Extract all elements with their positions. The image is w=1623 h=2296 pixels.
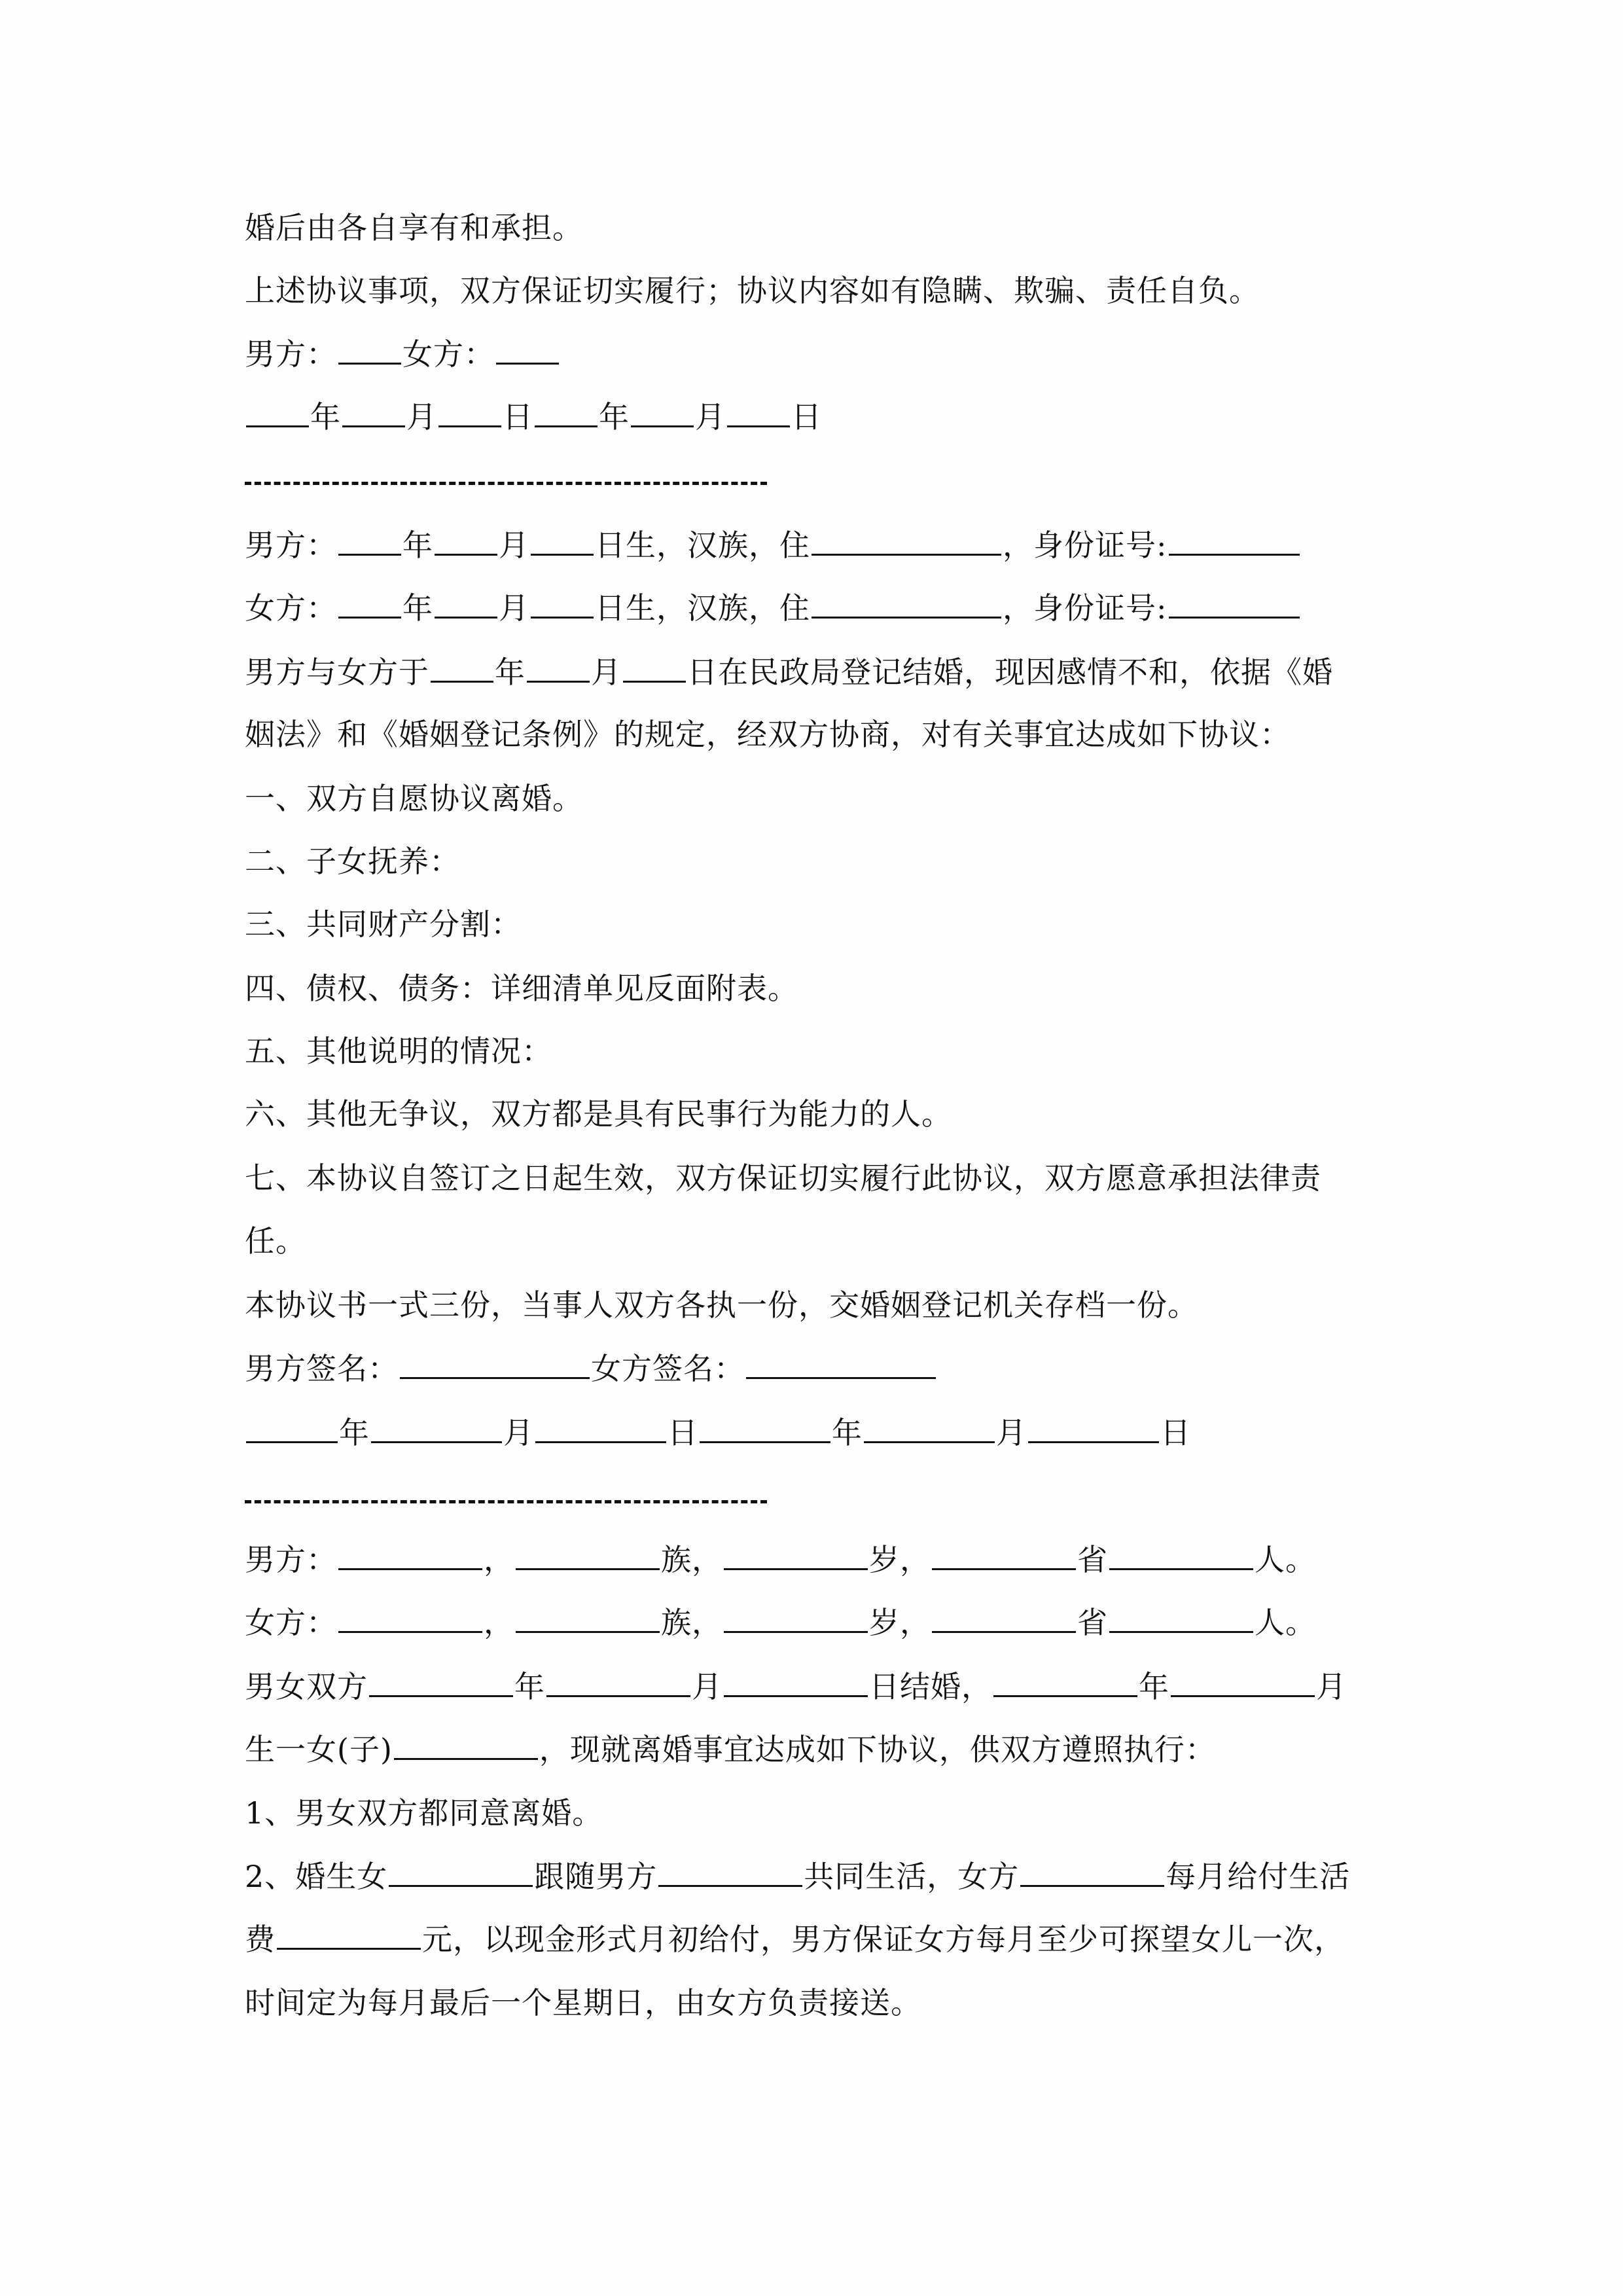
agreement-item: 1、男女双方都同意离婚。 — [245, 1795, 603, 1831]
year-label: 年 — [402, 528, 433, 563]
day-label: 日 — [668, 1415, 698, 1450]
person-label: 人。 — [1255, 1605, 1316, 1640]
signature-line-short — [245, 334, 560, 374]
blank-field[interactable] — [246, 1412, 338, 1443]
label-male: 男方： — [245, 528, 337, 563]
blank-field[interactable] — [864, 1412, 995, 1443]
blank-field[interactable] — [342, 397, 405, 427]
text: 日在民政局登记结婚，现因感情不和，依据《婚 — [687, 655, 1333, 690]
born-label: 日生，汉族，住 — [595, 528, 810, 563]
person-label: 人。 — [1255, 1542, 1316, 1577]
female-signature-label: 女方签名： — [591, 1351, 745, 1386]
agreement-item-cont — [245, 1919, 1345, 1959]
agreement-item: 四、债权、债务：详细清单见反面附表。 — [245, 971, 798, 1006]
text: 男方与女方于 — [245, 655, 429, 690]
blank-field[interactable] — [531, 588, 594, 619]
agreement-item: 二、子女抚养： — [245, 844, 460, 879]
blank-field[interactable] — [527, 652, 590, 683]
label-male: 男方： — [245, 336, 337, 372]
month-label: 月 — [499, 590, 529, 626]
agreement-item: 一、双方自愿协议离婚。 — [245, 781, 583, 816]
agreement-item-cont: 任。 — [245, 1223, 306, 1259]
age-label: 岁， — [869, 1605, 931, 1640]
female-details-line — [245, 1602, 1316, 1642]
child-line — [245, 1729, 1216, 1769]
married-line — [245, 1666, 1347, 1706]
year-label: 年 — [1139, 1669, 1169, 1704]
text-line: 本协议书一式三份，当事人双方各执一份，交婚姻登记机关存档一份。 — [245, 1287, 1198, 1323]
address-field[interactable] — [812, 525, 1001, 556]
day-label: 日 — [503, 399, 533, 435]
month-label: 月 — [503, 1415, 534, 1450]
male-signature-field[interactable] — [400, 1348, 590, 1379]
id-label: ，身份证号: — [1003, 590, 1168, 626]
female-info-line — [245, 588, 1301, 628]
text-line: 上述协议事项，双方保证切实履行；协议内容如有隐瞒、欺骗、责任自负。 — [245, 273, 1260, 308]
month-label: 月 — [499, 528, 529, 563]
agreement-item: 七、本协议自签订之日起生效，双方保证切实履行此协议，双方愿意承担法律责 — [245, 1160, 1321, 1196]
ethnic-label: 族， — [661, 1605, 722, 1640]
text: 每月给付生活 — [1166, 1859, 1351, 1894]
date-line — [245, 1412, 1191, 1452]
blank-field[interactable] — [431, 652, 493, 683]
blank-field[interactable] — [1171, 1666, 1315, 1697]
comma: ， — [484, 1605, 514, 1640]
year-label: 年 — [832, 1415, 863, 1450]
province-field[interactable] — [932, 1602, 1076, 1633]
blank-field[interactable] — [246, 397, 309, 427]
amount-field[interactable] — [277, 1919, 421, 1950]
province-field[interactable] — [932, 1539, 1076, 1570]
text-line: 姻法》和《婚姻登记条例》的规定，经双方协商，对有关事宜达成如下协议： — [245, 717, 1291, 752]
text: 2、婚生女 — [245, 1859, 388, 1894]
blank-field[interactable] — [371, 1412, 502, 1443]
year-label: 年 — [310, 399, 341, 435]
blank-field[interactable] — [658, 1856, 802, 1887]
blank-field[interactable] — [1020, 1856, 1164, 1887]
year-label: 年 — [514, 1669, 545, 1704]
age-field[interactable] — [724, 1539, 868, 1570]
agreement-item-cont: 时间定为每月最后一个星期日，由女方负责接送。 — [245, 1985, 921, 2020]
name-field[interactable] — [338, 1602, 482, 1633]
male-info-line — [245, 525, 1301, 565]
blank-field[interactable] — [338, 588, 401, 619]
marriage-registration-line — [245, 652, 1333, 692]
year-label: 年 — [599, 399, 630, 435]
comma: ， — [484, 1542, 514, 1577]
ethnic-label: 族， — [661, 1542, 722, 1577]
blank-field[interactable] — [724, 1666, 868, 1697]
text: 男女双方 — [245, 1669, 368, 1704]
blank-field[interactable] — [435, 525, 497, 556]
female-signature-field[interactable] — [746, 1348, 936, 1379]
agreement-item: 六、其他无争议，双方都是具有民事行为能力的人。 — [245, 1096, 952, 1132]
blank-field[interactable] — [623, 652, 686, 683]
blank-field[interactable] — [394, 1729, 538, 1760]
text-line: 婚后由各自享有和承担。 — [245, 210, 583, 245]
section-divider — [245, 482, 767, 485]
label-female: 女方： — [245, 590, 337, 626]
id-field[interactable] — [1169, 525, 1300, 556]
blank-field[interactable] — [1028, 1412, 1159, 1443]
id-field[interactable] — [1169, 588, 1300, 619]
blank-field[interactable] — [435, 588, 497, 619]
month-label: 月 — [1316, 1669, 1347, 1704]
blank-field[interactable] — [535, 1412, 666, 1443]
born-label: 日生，汉族，住 — [595, 590, 810, 626]
text: 生一女(子) — [245, 1732, 393, 1767]
province-label: 省 — [1077, 1605, 1108, 1640]
text: 跟随男方 — [534, 1859, 658, 1894]
blank-field[interactable] — [727, 397, 790, 427]
male-signature-label: 男方签名： — [245, 1351, 399, 1386]
blank-field[interactable] — [369, 1666, 513, 1697]
agreement-item: 五、其他说明的情况： — [245, 1033, 552, 1069]
age-label: 岁， — [869, 1542, 931, 1577]
ethnicity-field[interactable] — [516, 1539, 660, 1570]
age-field[interactable] — [724, 1602, 868, 1633]
month-label: 月 — [406, 399, 437, 435]
year-label: 年 — [402, 590, 433, 626]
month-label: 月 — [695, 399, 726, 435]
day-label: 日 — [1160, 1415, 1191, 1450]
blank-field[interactable] — [338, 334, 401, 365]
blank-field[interactable] — [389, 1856, 533, 1887]
blank-field[interactable] — [535, 397, 597, 427]
address-field[interactable] — [812, 588, 1001, 619]
text: 费 — [245, 1922, 276, 1957]
text: 共同生活，女方 — [804, 1859, 1020, 1894]
month-label: 月 — [692, 1669, 722, 1704]
section-divider — [245, 1500, 767, 1503]
signature-line — [245, 1348, 937, 1388]
label-male: 男方： — [245, 1542, 337, 1577]
id-label: ，身份证号: — [1003, 528, 1168, 563]
agreement-item: 三、共同财产分割： — [245, 906, 522, 942]
text: 日结婚， — [869, 1669, 992, 1704]
city-field[interactable] — [1109, 1602, 1253, 1633]
year-label: 年 — [495, 655, 526, 690]
month-label: 月 — [996, 1415, 1027, 1450]
year-label: 年 — [339, 1415, 370, 1450]
agreement-item — [245, 1856, 1350, 1896]
text: 元，以现金形式月初给付，男方保证女方每月至少可探望女儿一次， — [422, 1922, 1345, 1957]
male-details-line — [245, 1539, 1316, 1579]
month-label: 月 — [591, 655, 622, 690]
blank-field[interactable] — [338, 525, 401, 556]
city-field[interactable] — [1109, 1539, 1253, 1570]
date-line — [245, 397, 822, 437]
text: ，现就离婚事宜达成如下协议，供双方遵照执行： — [539, 1732, 1216, 1767]
blank-field[interactable] — [496, 334, 559, 365]
blank-field[interactable] — [700, 1412, 830, 1443]
blank-field[interactable] — [546, 1666, 690, 1697]
ethnicity-field[interactable] — [516, 1602, 660, 1633]
blank-field[interactable] — [993, 1666, 1137, 1697]
day-label: 日 — [791, 399, 822, 435]
blank-field[interactable] — [438, 397, 501, 427]
province-label: 省 — [1077, 1542, 1108, 1577]
blank-field[interactable] — [631, 397, 694, 427]
name-field[interactable] — [338, 1539, 482, 1570]
blank-field[interactable] — [531, 525, 594, 556]
label-female: 女方： — [402, 336, 495, 372]
label-female: 女方： — [245, 1605, 337, 1640]
